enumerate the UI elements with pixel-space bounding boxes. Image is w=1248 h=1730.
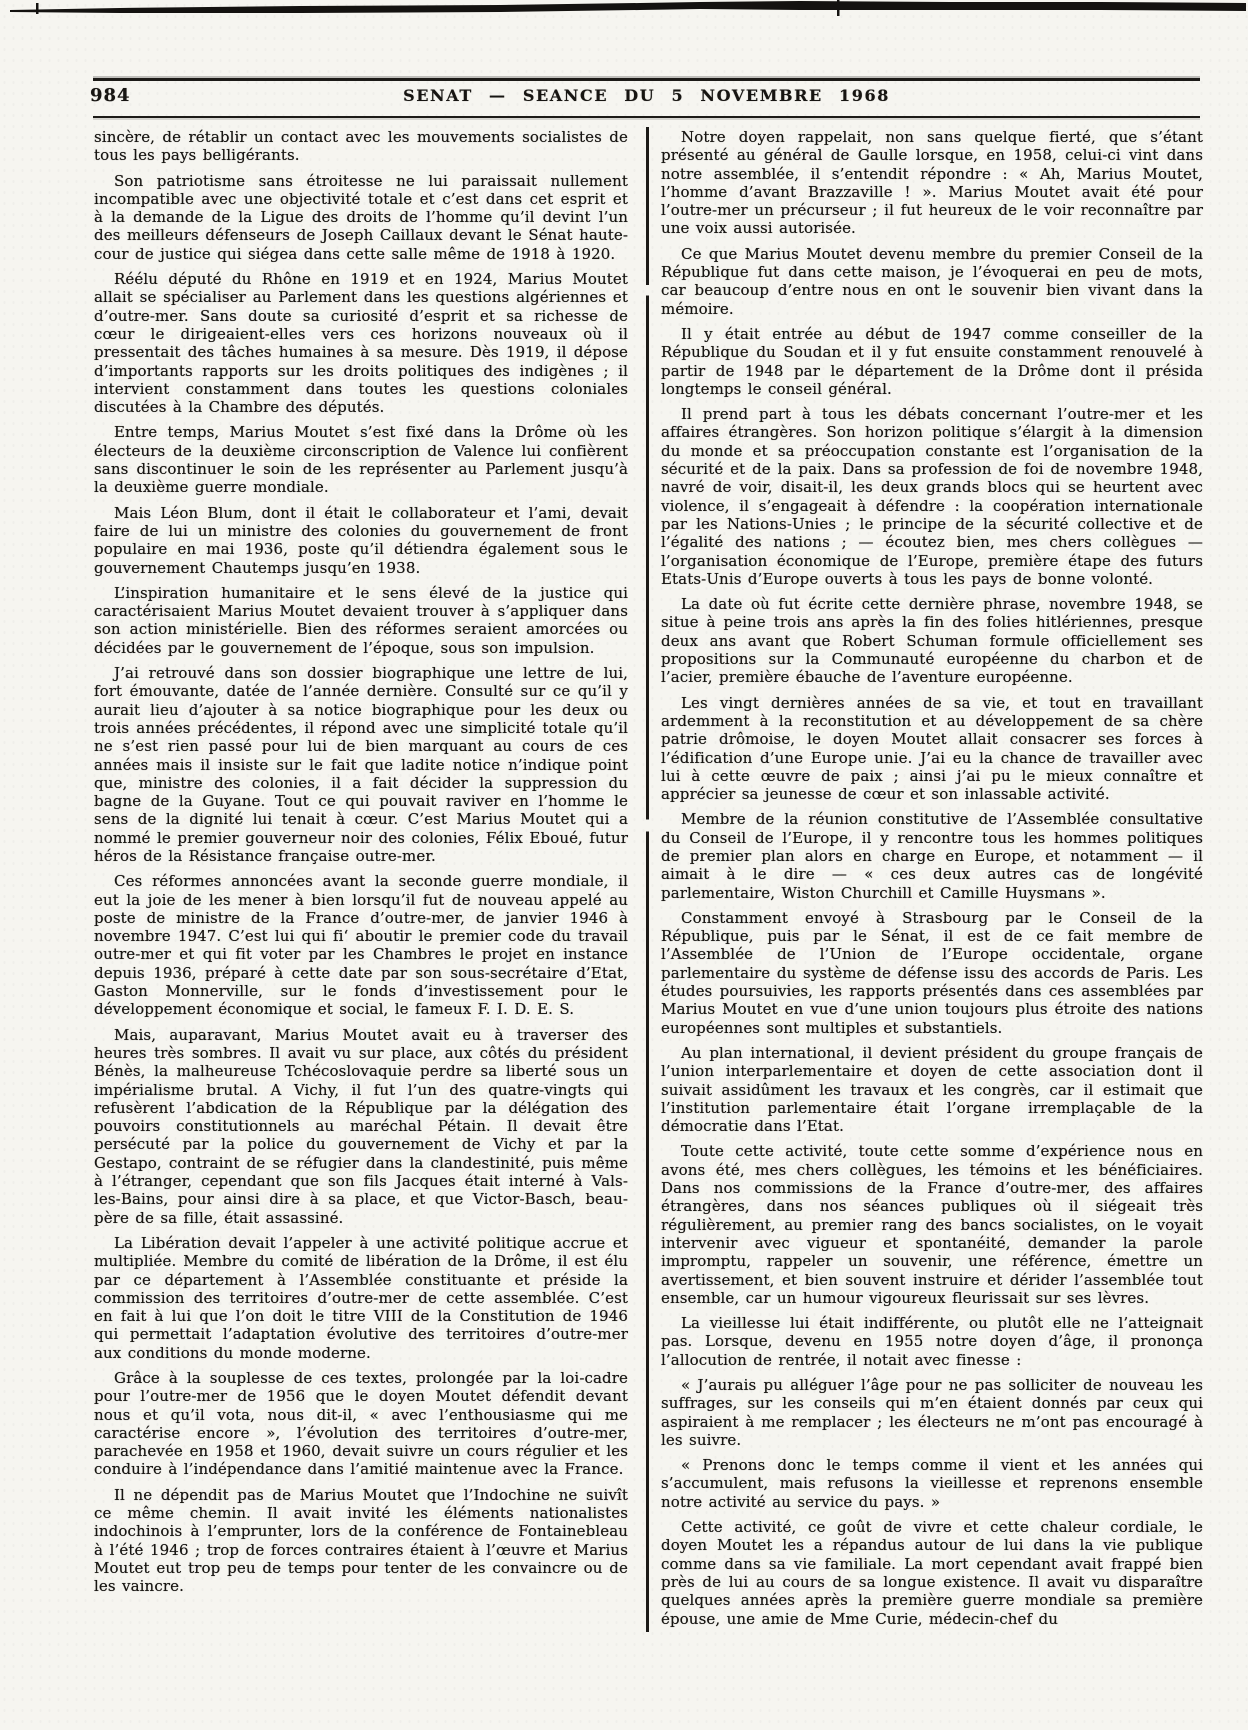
paragraph: Entre temps, Marius Moutet s’est fixé dans la Drôme où les électeurs de la deuxième circonscription de Valence lui confièrent sans discontinuer le soin de les représenter au Parlement jusqu’à la deuxième guerre mondiale. [94,423,628,497]
paragraph: « Prenons donc le temps comme il vient et les années qui s’accumulent, mais refusons la vieillesse et reprenons ensemble notre activité au service du pays. » [661,1456,1203,1511]
paragraph: Grâce à la souplesse de ces textes, prolongée par la loi-cadre pour l’outre-mer de 1956 que le doyen Moutet défendit devant nous et qu’il vota, nous dit-il, « avec l’enthousiasme qui me caractérise encore », l’évolution des territoires d’outre-mer, parachevée en 1958 et 1960, devait suivre un cours régulier et les conduire à l’indépendance dans l’amitié maintenue avec la France. [94,1369,628,1479]
paragraph: Il ne dépendit pas de Marius Moutet que l’Indochine ne suivît ce même chemin. Il avait invité les éléments nationalistes indochinois à l’emprunter, lors de la conférence de Fontainebleau à l’été 1946 ; trop de forces contraires étaient à l’œuvre et Marius Moutet eut trop peu de temps pour tenter de les convaincre ou de les vaincre. [94,1485,628,1596]
paragraph: Son patriotisme sans étroitesse ne lui paraissait nullement incompatible avec une objectivité totale et c’est dans cet esprit et à la demande de la Ligue des droits de l’homme qu’il devint l’un des meilleurs défenseurs de Joseph Caillaux devant le Sénat haute-cour de justice qui siégea dans cette salle même de 1918 à 1920. [94,171,628,263]
header-title: SENAT — SEANCE DU 5 NOVEMBRE 1968 [403,86,890,105]
paragraph: Toute cette activité, toute cette somme d’expérience nous en avons été, mes chers collègues, les témoins et les bénéficiaires. Dans nos commissions de la France d’outre-mer, des affaires étrangères, dans nos séances publiques où il siégeait très régulièrement, au premier rang des bancs socialistes, on le voyait intervenir avec vigueur et spontanéité, demander la parole impromptu, rappeler un souvenir, une référence, émettre un avertissement, et bien souvent instruire et dérider l’assemblée tout ensemble, car un humour vigoureux fleurissait sur ses lèvres. [661,1142,1203,1307]
paragraph: Les vingt dernières années de sa vie, et tout en travaillant ardemment à la reconstitution et au développement de sa chère patrie drômoise, le doyen Moutet allait consacrer ses forces à l’édification d’une Europe unie. J’ai eu la chance de travailler avec lui à cette œuvre de paix ; ainsi j’ai pu le mieux connaître et apprécier sa jeunesse de cœur et son inlassable activité. [661,693,1203,804]
paragraph: Il y était entrée au début de 1947 comme conseiller de la République du Soudan et il y fut ensuite constamment renouvelé à partir de 1948 par le département de la Drôme dont il présida longtemps le conseil général. [661,324,1203,398]
paragraph: Constamment envoyé à Strasbourg par le Conseil de la République, puis par le Sénat, il est de ce fait membre de l’Assemblée de l’Union de l’Europe occidentale, organe parlementaire du système de défense issu des accords de Paris. Les études poursuivies, les rapports présentés dans ces assemblées par Marius Moutet en vue d’une union toujours plus étroite des nations européennes sont multiples et substantiels. [661,908,1203,1037]
right-column [661,128,1203,1635]
paragraph: Mais Léon Blum, dont il était le collaborateur et l’ami, devait faire de lui un ministre des colonies du gouvernement de front populaire en mai 1936, poste qu’il détiendra également sous le gouvernement Chautemps jusqu’en 1938. [94,503,628,577]
paragraph: sincère, de rétablir un contact avec les mouvements socialistes de tous les pays belligérants. [94,128,628,165]
paragraph: Notre doyen rappelait, non sans quelque fierté, que s’étant présenté au général de Gaulle lorsque, en 1958, celui-ci vint dans notre assemblée, il s’entendit répondre : « Ah, Marius Moutet, l’homme d’avant Brazzaville ! ». Marius Moutet avait été pour l’outre-mer un précurseur ; il fut heureux de le voir reconnaître par une voix aussi autorisée. [661,128,1203,238]
paragraph: Mais, auparavant, Marius Moutet avait eu à traverser des heures très sombres. Il avait vu sur place, aux côtés du président Bénès, la malheureuse Tchécoslovaquie perdre sa liberté sous un impérialisme brutal. A Vichy, il fut l’un des quatre-vingts qui refusèrent l’abdication de la République par la délégation des pouvoirs constitutionnels au maréchal Pétain. Il devait être persécuté par la police du gouvernement de Vichy et par la Gestapo, contraint de se réfugier dans la clandestinité, puis même à l’étranger, cependant que son fils Jacques était interné à Vals-les-Bains, pour ainsi dire à sa place, et que Victor-Basch, beau-père de sa fille, était assassiné. [94,1025,628,1227]
paragraph: Ce que Marius Moutet devenu membre du premier Conseil de la République fut dans cette maison, je l’évoquerai en peu de mots, car beaucoup d’entre nous en ont le souvenir bien vivant dans la mémoire. [661,244,1203,318]
paragraph: L’inspiration humanitaire et le sens élevé de la justice qui caractérisaient Marius Moutet devaient trouver à s’appliquer dans son action ministérielle. Bien des réformes seraient amorcées ou décidées par le gouvernement de l’époque, sous son impulsion. [94,583,628,657]
header-rule-bottom [93,116,1200,118]
paragraph: Réélu député du Rhône en 1919 et en 1924, Marius Moutet allait se spécialiser au Parlement dans les questions algériennes et d’outre-mer. Sans doute sa curiosité d’esprit et sa richesse de cœur le dirigeaient-elles vers ces horizons nouveaux où il pressentait des tâches humaines à sa mesure. Dès 1919, il dépose d’importants rapports sur les droits politiques des indigènes ; il intervient constamment dans toutes les questions coloniales discutées à la Chambre des députés. [94,270,628,417]
paragraph: Il prend part à tous les débats concernant l’outre-mer et les affaires étrangères. Son horizon politique s’élargit à la dimension du monde et sa préoccupation constante est l’organisation de la sécurité et de la paix. Dans sa profession de foi de novembre 1948, navré de voir, disait-il, les deux grands blocs qui se heurtent avec violence, il s’engageait à défendre : la coopération internationale par les Nations-Unies ; le principe de la sécurité collective et de l’égalité des nations ; — écoutez bien, mes chers collègues — l’organisation économique de l’Europe, première étape des futurs Etats-Unis d’Europe ouverts à tous les pays de bonne volonté. [661,405,1203,588]
paragraph: Membre de la réunion constitutive de l’Assemblée consultative du Conseil de l’Europe, il y rencontre tous les hommes politiques de premier plan alors en charge en Europe, et notamment — il aimait à le dire — « ces deux autres cas de longévité parlementaire, Wiston Churchill et Camille Huysmans ». [661,810,1203,902]
paragraph: La date où fut écrite cette dernière phrase, novembre 1948, se situe à peine trois ans après la fin des folies hitlériennes, presque deux ans avant que Robert Schuman formule officiellement ses propositions sur la Communauté européenne du charbon et de l’acier, première ébauche de l’aventure européenne. [661,595,1203,687]
paragraph: J’ai retrouvé dans son dossier biographique une lettre de lui, fort émouvante, datée de l’année dernière. Consulté sur ce qu’il y aurait lieu d’ajouter à sa notice biographique pour les deux ou trois années précédentes, il répond avec une simplicité totale qu’il ne s’est rien passé pour lui de bien marquant au cours de ces années mais il insiste sur le fait que ladite notice n’indique point que, ministre des colonies, il a fait décider la suppression du bagne de la Guyane. Tout ce qui pouvait raviver en l’homme le sens de la dignité lui tenait à cœur. C’est Marius Moutet qui a nommé le premier gouverneur noir des colonies, Félix Eboué, futur héros de la Résistance française outre-mer. [94,664,628,865]
paragraph: La vieillesse lui était indifférente, ou plutôt elle ne l’atteignait pas. Lorsque, devenu en 1955 notre doyen d’âge, il prononça l’allocution de rentrée, il notait avec finesse : [661,1314,1203,1369]
paragraph: Ces réformes annoncées avant la seconde guerre mondiale, il eut la joie de les mener à bien lorsqu’il fut de nouveau appelé au poste de ministre de la France d’outre-mer, de janvier 1946 à novembre 1947. C’est lui qui fi‘ aboutir le premier code du travail outre-mer et qui fit voter par les Chambres le projet en instance depuis 1936, préparé à cette date par son sous-secrétaire d’Etat, Gaston Monnerville, sur le fonds d’investissement pour le développement économique et social, le fameux F. I. D. E. S. [94,872,628,1019]
paragraph: « J’aurais pu alléguer l’âge pour ne pas solliciter de nouveau les suffrages, sur les conseils qui m’en étaient donnés par ceux qui aspiraient à me remplacer ; les électeurs ne m’ont pas encouragé à les suivre. [661,1376,1203,1449]
paragraph: La Libération devait l’appeler à une activité politique accrue et multipliée. Membre du comité de libération de la Drôme, il est élu par ce département à l’Assemblée constituante et préside la commission des territoires d’outre-mer de cette assemblée. C’est en fait à lui que l’on doit le titre VIII de la Constitution de 1946 qui permettait l’adaptation évolutive des territoires d’outre-mer aux conditions du monde moderne. [94,1233,628,1362]
left-column [94,128,628,1603]
paragraph: Cette activité, ce goût de vivre et cette chaleur cordiale, le doyen Moutet les a répandus autour de lui dans la vie publique comme dans sa vie familiale. La mort cependant avait frappé bien près de lui au cours de sa longue existence. Il avait vu disparaître quelques années après la première guerre mondiale sa première épouse, une amie de Mme Curie, médecin-chef du [661,1518,1203,1628]
page-number: 984 [90,85,131,106]
paragraph: Au plan international, il devient président du groupe français de l’union interparlementaire et doyen de cette association dont il suivait assidûment les travaux et les congrès, car il estimait que l’institution parlementaire était l’organe irremplaçable de la démocratie dans l’Etat. [661,1043,1203,1136]
column-divider-rule [646,127,649,1632]
scan-smudge-artifact [0,0,1248,40]
header-rule-top [93,78,1200,81]
